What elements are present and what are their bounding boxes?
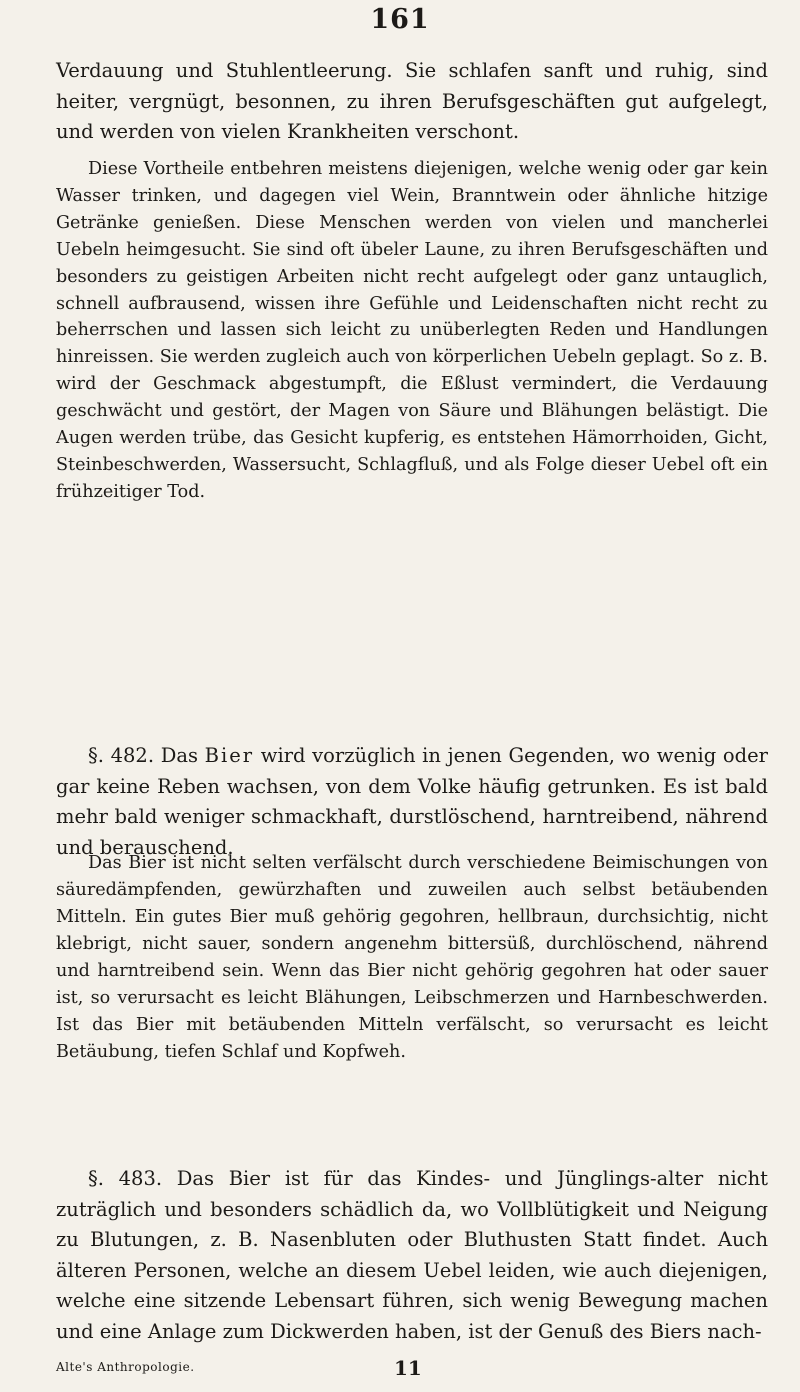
page-number: 161 <box>370 4 430 35</box>
section-text: Das Bier ist für das Kindes- und Jünglings-alter nicht zuträglich und besonders schädlich da, wo Vollblütigkeit und Neigung zu Blutungen, z. B. Nasenbluten oder Bluthusten Statt findet. Auch älteren Personen, welche an diesem Uebel leiden, wie auch diejenigen, welche eine sitzende Lebensart führen, sich wenig Bewegung machen und eine Anlage zum Dickwerden haben, ist der Genuß des Biers nach- <box>56 1167 768 1343</box>
paragraph-text: Diese Vortheile entbehren meistens diejenigen, welche wenig oder gar kein Wasser trinken, und dagegen viel Wein, Branntwein oder ähnliche hitzige Getränke genießen. Diese Menschen werden von vielen und mancherlei Uebeln heimgesucht. Sie sind oft übeler Laune, zu ihren Berufsgeschäften und besonders zu geistigen Arbeiten nicht recht aufgelegt oder ganz untauglich, schnell aufbrausend, wissen ihre Gefühle und Leidenschaften nicht recht zu beherrschen und lassen sich leicht zu unüberlegten Reden und Handlungen hinreissen. Sie werden zugleich auch von körperlichen Uebeln geplagt. So z. B. wird der Geschmack abgestumpft, die Eßlust vermindert, die Verdauung geschwächt und gestört, der Magen von Säure und Blähungen belästigt. Die Augen werden trübe, das Gesicht kupferig, es entstehen Hämorrhoiden, Gicht, Steinbeschwerden, Wassersucht, Schlagfluß, und als Folge dieser Uebel oft ein frühzeitiger Tod. <box>56 159 768 502</box>
section-482 <box>56 741 768 863</box>
section-paragraph <box>56 1164 768 1347</box>
section-number: §. 483. <box>88 1167 163 1190</box>
section-keyword: Bier <box>204 744 255 767</box>
paragraph-continuation <box>56 56 768 148</box>
section-483 <box>56 1164 768 1347</box>
paragraph-small-print-1 <box>56 156 768 506</box>
section-text: wird vorzüglich in jenen Gegenden, wo wenig oder gar keine Reben wachsen, von dem Volke häufig getrunken. Es ist bald mehr bald weniger schmackhaft, durstlöschend, harntreibend, nährend und berauschend. <box>56 744 769 859</box>
page-footer <box>56 1356 768 1380</box>
footer-signature: Alte's Anthropologie. <box>56 1360 195 1374</box>
sheet-number: 11 <box>394 1356 422 1380</box>
section-lead: Das <box>160 744 198 767</box>
section-paragraph <box>56 741 768 863</box>
paragraph-text: Verdauung und Stuhlentleerung. Sie schlafen sanft und ruhig, sind heiter, vergnügt, besonnen, zu ihren Berufsgeschäften gut aufgelegt, und werden von vielen Krankheiten verschont. <box>56 59 768 143</box>
paragraph-small-print-2 <box>56 850 768 1066</box>
section-number: §. 482. <box>88 744 155 767</box>
paragraph-text: Das Bier ist nicht selten verfälscht durch verschiedene Beimischungen von säuredämpfenden, gewürzhaften und zuweilen auch selbst betäubenden Mitteln. Ein gutes Bier muß gehörig gegohren, hellbraun, durchsichtig, nicht klebrigt, nicht sauer, sondern angenehm bittersüß, durchlöschend, nährend und harntreibend sein. Wenn das Bier nicht gehörig gegohren hat oder sauer ist, so verursacht es leicht Blähungen, Leibschmerzen und Harnbeschwerden. Ist das Bier mit betäubenden Mitteln verfälscht, so verursacht es leicht Betäubung, tiefen Schlaf und Kopfweh. <box>56 853 768 1062</box>
